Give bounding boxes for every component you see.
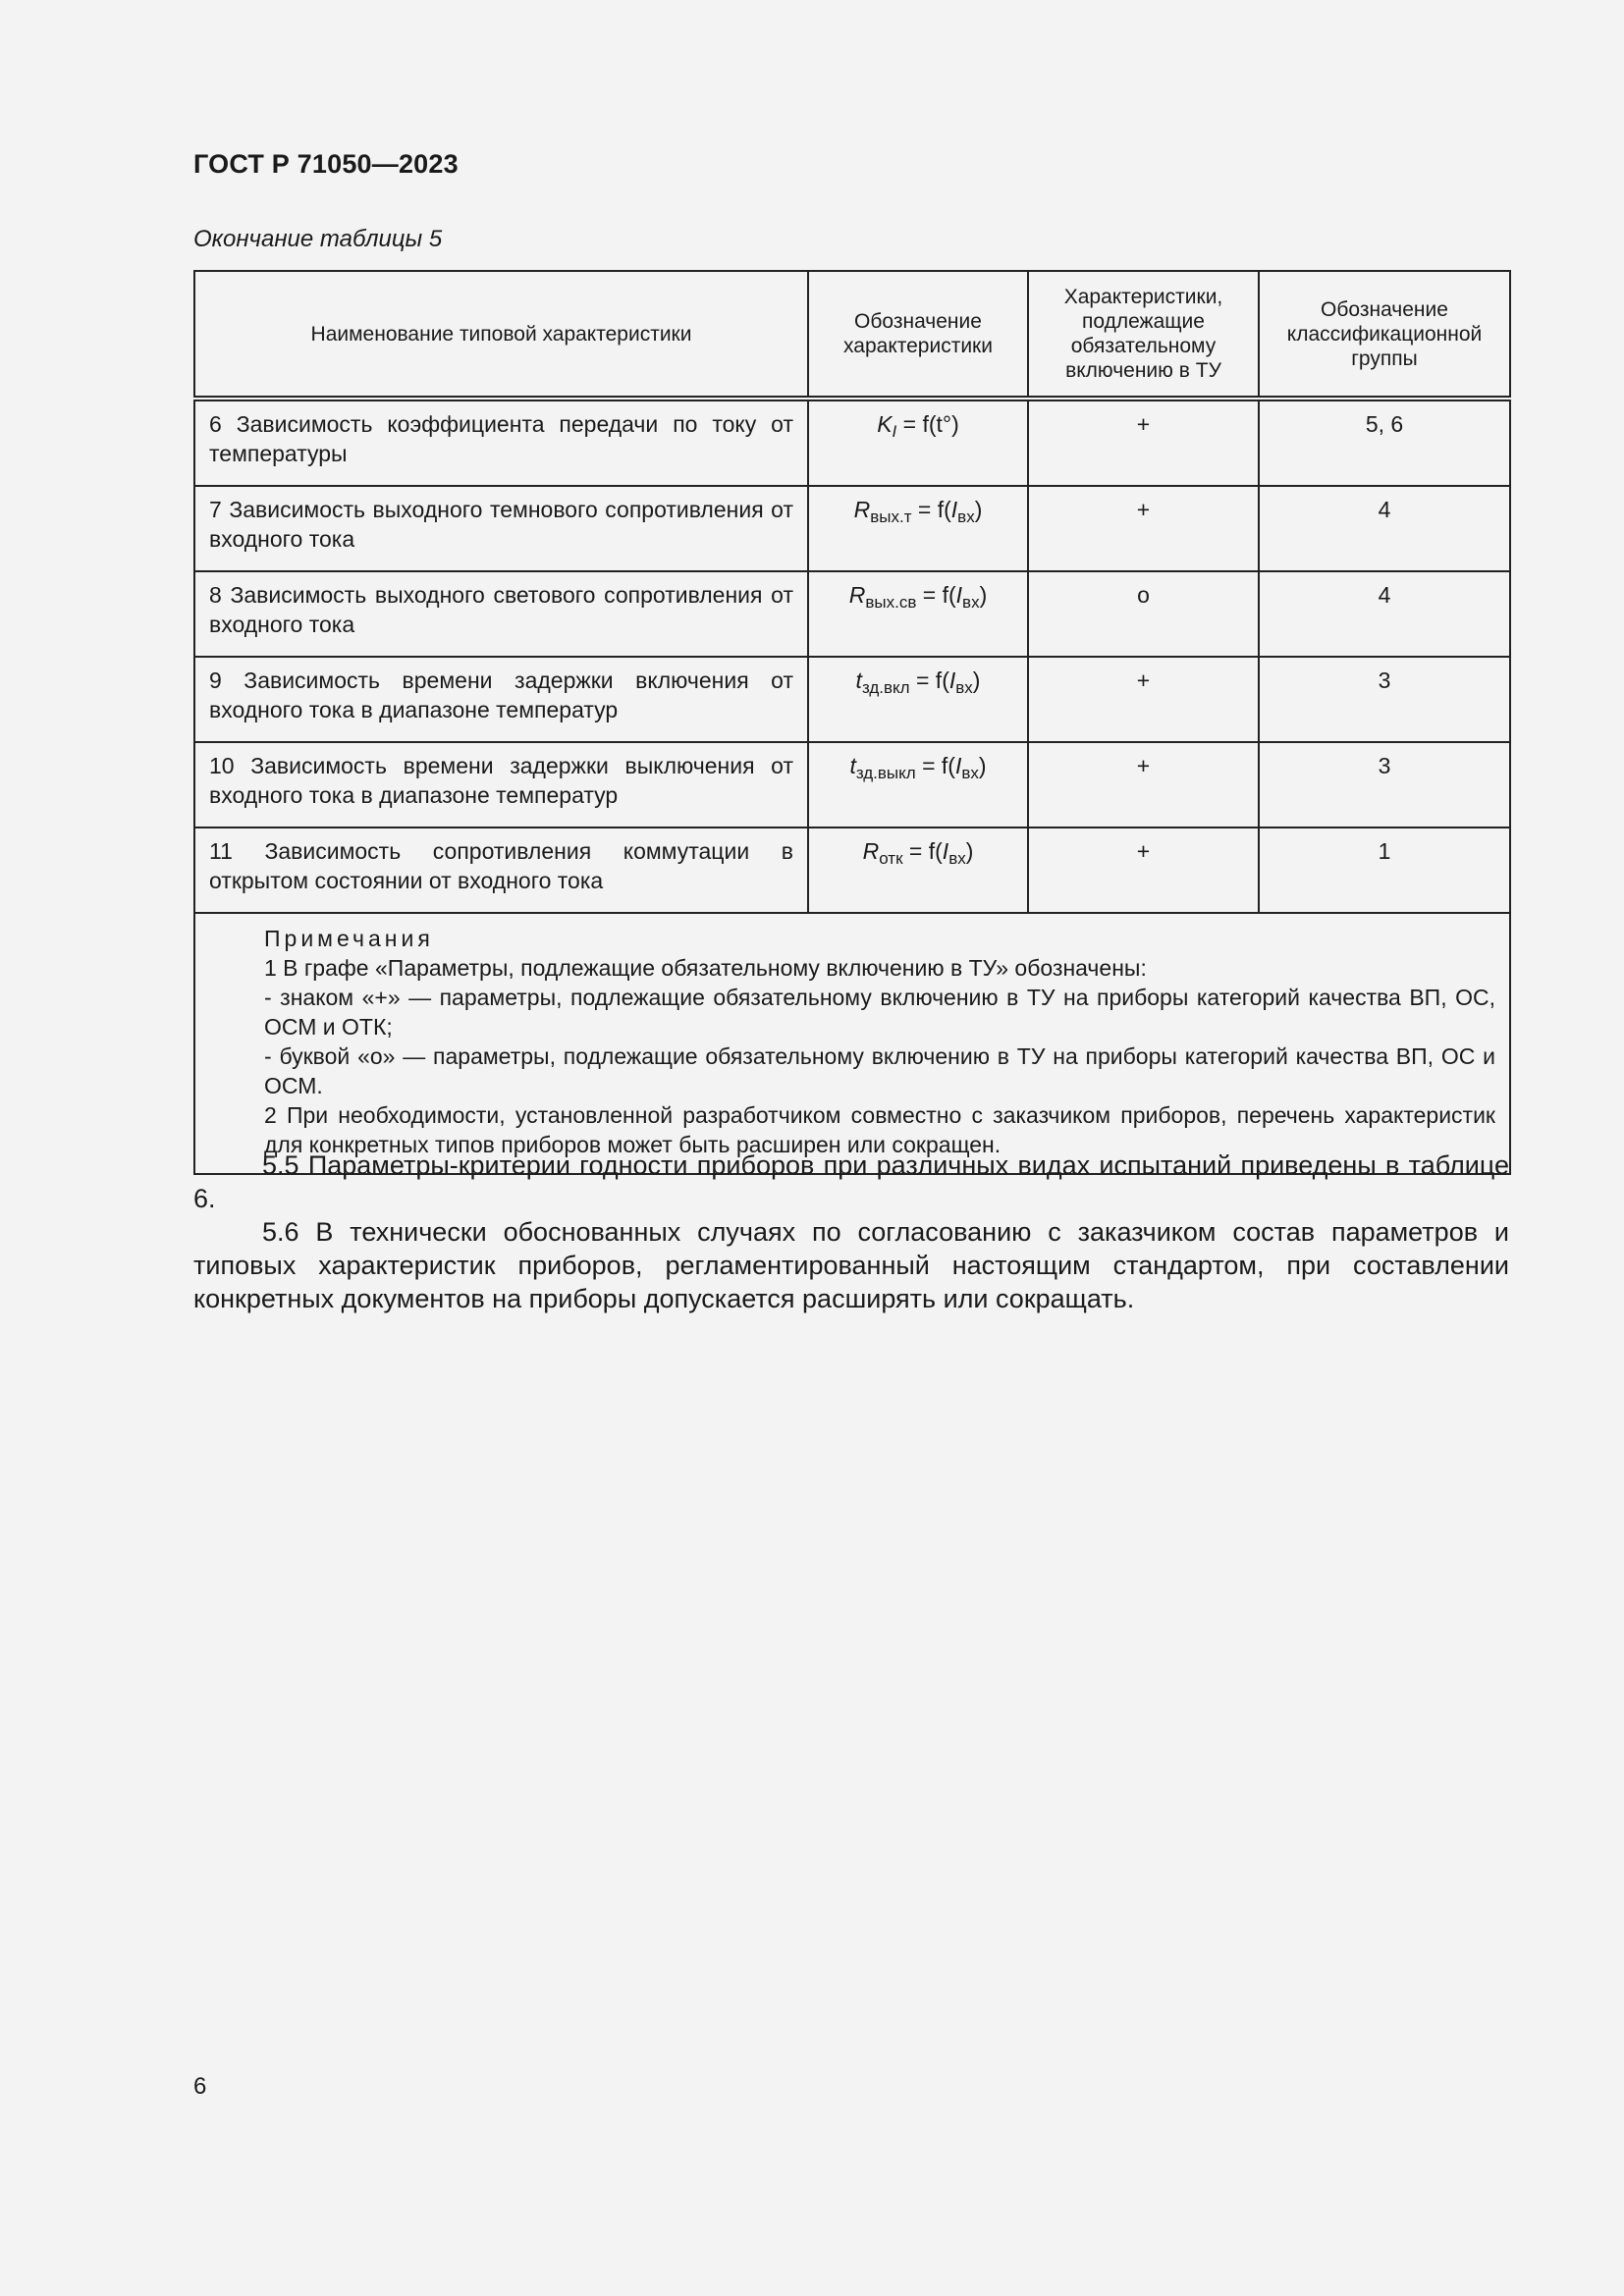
row-name: 10 Зависимость времени задержки выключения от входного тока в диапазоне температур [194,742,808,828]
column-header-group: Обозначение классификационной группы [1259,271,1510,399]
symbol-subscript: I [892,422,897,441]
row-name: 7 Зависимость выходного темнового сопротивления от входного тока [194,486,808,571]
row-symbol [808,742,1028,828]
symbol-function: = $f(I_{вх})$ [915,753,987,782]
symbol-subscript: вых.св [865,593,917,612]
column-header-symbol: Обозначение характеристики [808,271,1028,399]
symbol-main: t [849,753,856,778]
row-symbol [808,486,1028,571]
note-1-o: - буквой «о» — параметры, подлежащие обязательному включению в ТУ на приборы категорий качества ВП, ОС и ОСМ. [264,1043,1495,1098]
column-header-required: Характеристики, подлежащие обязательному включению в ТУ [1028,271,1259,399]
row-required: + [1028,399,1259,486]
symbol-subscript: зд.вкл [861,678,910,697]
row-group: 3 [1259,742,1510,828]
table-row [194,742,1510,828]
row-symbol [808,571,1028,657]
row-symbol [808,399,1028,486]
row-group: 4 [1259,571,1510,657]
symbol-subscript: отк [879,849,903,868]
note-1: 1 В графе «Параметры, подлежащие обязательному включению в ТУ» обозначены: [264,955,1147,981]
symbol-subscript: вых.т [870,507,912,526]
symbol-subscript: зд.выкл [855,764,916,782]
row-symbol [808,657,1028,742]
page-number: 6 [193,2073,207,2100]
symbol-function: = $f(I_{вх})$ [911,497,983,526]
document-code: ГОСТ Р 71050—2023 [193,149,459,179]
row-group: 5, 6 [1259,399,1510,486]
row-required: + [1028,742,1259,828]
table-row [194,571,1510,657]
note-1-plus: - знаком «+» — параметры, подлежащие обязательному включению в ТУ на приборы категорий качества ВП, ОС, ОСМ и ОТК; [264,985,1495,1040]
symbol-main: K [877,411,893,437]
row-name: 6 Зависимость коэффициента передачи по току от температуры [194,399,808,486]
table-5-continuation [193,270,1509,1175]
table-row [194,399,1510,486]
symbol-function: = $f(I_{вх})$ [916,582,988,612]
paragraph-5-5-text: 5.5 Параметры-критерии годности приборов при различных видах испытаний приведены в таблице 6. [193,1150,1509,1213]
row-group: 4 [1259,486,1510,571]
row-required: + [1028,657,1259,742]
row-required: + [1028,828,1259,913]
row-name: 8 Зависимость выходного светового сопротивления от входного тока [194,571,808,657]
notes-title: Примечания [264,926,434,951]
symbol-main: R [848,582,866,608]
table-notes-row [194,913,1510,1174]
table-row [194,486,1510,571]
column-header-name: Наименование типовой характеристики [194,271,808,399]
table-notes [194,913,1510,1174]
symbol-main: t [855,667,862,693]
row-name: 9 Зависимость времени задержки включения от входного тока в диапазоне температур [194,657,808,742]
symbol-main: R [862,838,880,864]
table-row [194,828,1510,913]
row-group: 3 [1259,657,1510,742]
symbol-main: R [853,497,871,522]
row-name: 11 Зависимость сопротивления коммутации в открытом состоянии от входного тока [194,828,808,913]
paragraph-5-6 [193,1215,1509,1315]
symbol-function: = $f(I_{вх})$ [902,838,974,868]
note-2: 2 При необходимости, установленной разработчиком совместно с заказчиком приборов, перечень характеристик для конкретных типов приборов может быть расширен или сокращен. [264,1102,1495,1157]
paragraph-5-5 [193,1148,1509,1215]
symbol-function: = f(t°) [896,411,959,437]
row-required: о [1028,571,1259,657]
table-header-row [194,271,1510,399]
row-required: + [1028,486,1259,571]
table-caption: Окончание таблицы 5 [193,226,443,252]
paragraph-5-6-text: 5.6 В технически обоснованных случаях по согласованию с заказчиком состав параметров и типовых характеристик приборов, регламентированный настоящим стандартом, при составлении конкретных документов на приборы допускается расширять или сокращать. [193,1217,1509,1313]
row-group: 1 [1259,828,1510,913]
symbol-function: = $f(I_{вх})$ [909,667,981,697]
table-row [194,657,1510,742]
row-symbol [808,828,1028,913]
